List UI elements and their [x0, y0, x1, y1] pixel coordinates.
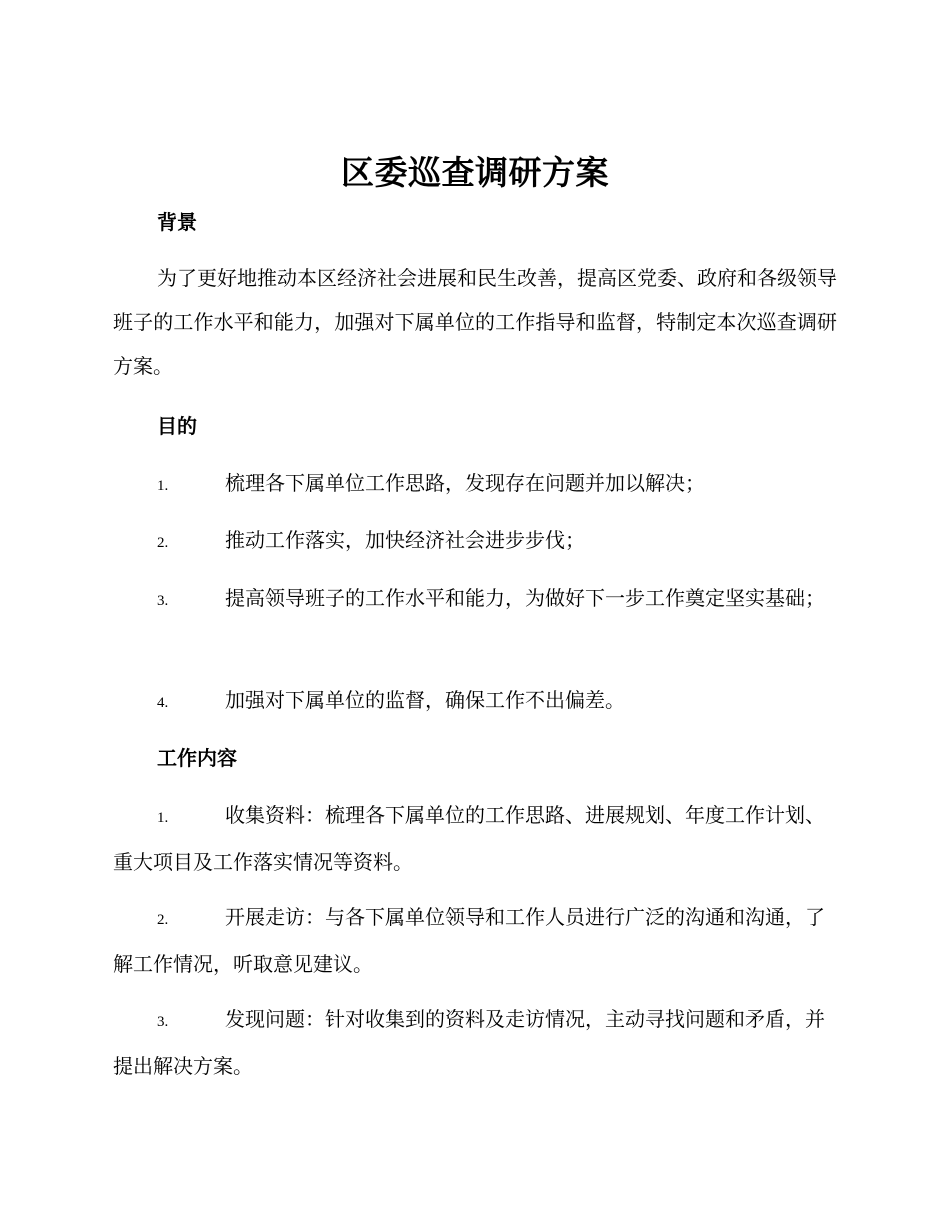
work-list-item [113, 997, 837, 1088]
list-item-text: 收集资料：梳理各下属单位的工作思路、进展规划、年度工作计划、重大项目及工作落实情况等资料。 [113, 803, 825, 874]
section-heading-work: 工作内容 [157, 746, 237, 770]
work-list-item [113, 793, 837, 884]
list-item-text: 梳理各下属单位工作思路，发现存在问题并加以解决； [225, 471, 705, 495]
section-heading-purpose: 目的 [157, 414, 197, 438]
background-paragraph: 为了更好地推动本区经济社会进展和民生改善，提高区党委、政府和各级领导班子的工作水平和能力，加强对下属单位的工作指导和监督，特制定本次巡查调研方案。 [113, 266, 837, 378]
list-item-text: 提高领导班子的工作水平和能力，为做好下一步工作奠定坚实基础； [225, 586, 825, 610]
work-list-item [113, 895, 837, 986]
list-item-number: 1. [157, 810, 169, 826]
list-item-number: 2. [157, 535, 169, 551]
section-heading-background: 背景 [157, 210, 197, 234]
list-item-text: 发现问题：针对收集到的资料及走访情况，主动寻找问题和矛盾，并提出解决方案。 [113, 1007, 825, 1078]
list-item-number: 3. [157, 1014, 169, 1030]
list-item-number: 3. [157, 593, 169, 609]
list-item-text: 推动工作落实，加快经济社会进步步伐； [225, 528, 585, 552]
list-item-text: 开展走访：与各下属单位领导和工作人员进行广泛的沟通和沟通，了解工作情况，听取意见建议。 [113, 905, 825, 976]
purpose-list-item [113, 461, 837, 508]
list-item-text: 加强对下属单位的监督，确保工作不出偏差。 [225, 688, 625, 712]
purpose-list-item [113, 576, 837, 623]
purpose-list-item [113, 518, 837, 565]
document-title: 区委巡查调研方案 [341, 153, 609, 192]
list-item-number: 2. [157, 912, 169, 928]
list-item-number: 4. [157, 695, 169, 711]
purpose-list-item [113, 678, 837, 725]
list-item-number: 1. [157, 478, 169, 494]
